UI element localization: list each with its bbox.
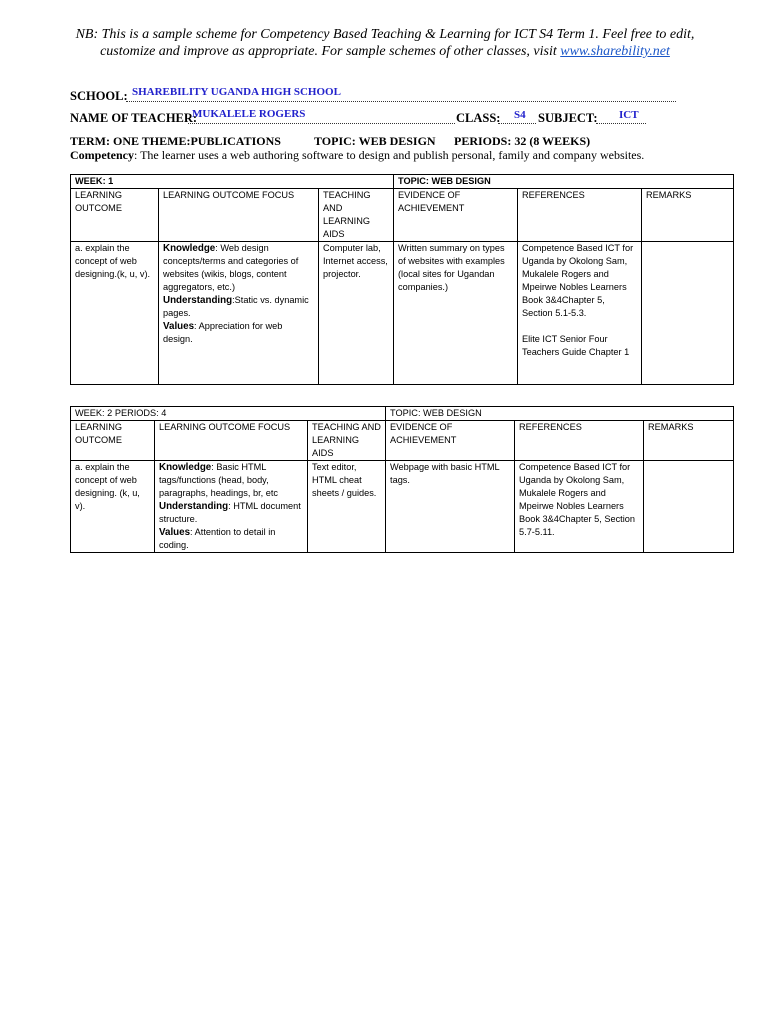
term-theme: TERM: ONE THEME:PUBLICATIONS (70, 134, 281, 148)
teacher-name: MUKALELE ROGERS (192, 108, 306, 120)
subject-value: ICT (619, 109, 639, 121)
header-references: REFERENCES (515, 421, 644, 461)
class-value: S4 (514, 109, 526, 121)
term-topic: TOPIC: WEB DESIGN (314, 134, 436, 148)
week-2-content-row (71, 461, 734, 553)
week-1-title-row (71, 175, 734, 189)
week-1-aids: Computer lab, Internet access, projector. (319, 242, 394, 385)
week-2-title-row (71, 407, 734, 421)
header-learning-outcome: LEARNING OUTCOME (71, 189, 159, 242)
understanding-label: Understanding (159, 501, 229, 512)
week-2-references: Competence Based ICT for Uganda by Okolong Sam, Mukalele Rogers and Mpeirwe Nobles Learners Book 3&4Chapter 5, Section 5.7-5.11. (515, 461, 644, 553)
week-1-table (70, 174, 734, 385)
header-evidence: EVIDENCE OF ACHIEVEMENT (394, 189, 518, 242)
week-1-evidence: Written summary on types of websites with examples (local sites for Ugandan companies.) (394, 242, 518, 385)
school-name: SHAREBILITY UGANDA HIGH SCHOOL (132, 86, 341, 98)
term-periods: PERIODS: 32 (8 WEEKS) (454, 134, 591, 148)
school-label: SCHOOL: (70, 89, 128, 103)
week-2-topic: TOPIC: WEB DESIGN (386, 407, 734, 421)
week-2-table (70, 406, 734, 553)
teacher-line (70, 111, 197, 127)
week-1-focus (159, 242, 319, 385)
week-1-reference-learners-book: Competence Based ICT for Uganda by Okolong Sam, Mukalele Rogers and Mpeirwe Nobles Learners Book 3&4Chapter 5, Section 5.1-5.3. (522, 243, 634, 318)
week-2-remarks (644, 461, 734, 553)
week-2-focus (155, 461, 308, 553)
knowledge-label: Knowledge (159, 462, 212, 473)
header-remarks: REMARKS (644, 421, 734, 461)
school-line (70, 89, 128, 105)
header-evidence: EVIDENCE OF ACHIEVEMENT (386, 421, 515, 461)
class-label: CLASS: (456, 111, 501, 125)
week-2-aids: Text editor, HTML cheat sheets / guides. (308, 461, 386, 553)
understanding-text: :Static vs. dynamic pages. (163, 295, 309, 318)
values-label: Values (159, 527, 191, 538)
week-1-label: WEEK: 1 (71, 175, 394, 189)
week-1-remarks (642, 242, 734, 385)
week-2-outcome: a. explain the concept of web designing. (k, u, v). (71, 461, 155, 553)
header-remarks: REMARKS (642, 189, 734, 242)
sharebility-link[interactable]: www.sharebility.net (560, 44, 670, 59)
knowledge-label: Knowledge (163, 243, 216, 254)
header-outcome-focus: LEARNING OUTCOME FOCUS (159, 189, 319, 242)
week-1-header-row (71, 189, 734, 242)
header-outcome-focus: LEARNING OUTCOME FOCUS (155, 421, 308, 461)
subject-label: SUBJECT: (538, 111, 598, 125)
week-2-label: WEEK: 2 PERIODS: 4 (71, 407, 386, 421)
week-1-reference-teachers-guide: Elite ICT Senior Four Teachers Guide Chapter 1 (522, 334, 630, 357)
understanding-text: : HTML document structure. (159, 501, 301, 524)
header-learning-outcome: LEARNING OUTCOME (71, 421, 155, 461)
header-teaching-aids: TEACHING AND LEARNING AIDS (319, 189, 394, 242)
sample-note (70, 26, 700, 60)
sample-note-text: NB: This is a sample scheme for Competency Based Teaching & Learning for ICT S4 Term 1. Feel free to edit, customize and improve as appropriate. For sample schemes of other classes, visit (75, 27, 695, 59)
understanding-label: Understanding (163, 295, 233, 306)
competency-statement (70, 148, 644, 163)
header-references: REFERENCES (518, 189, 642, 242)
week-2-evidence: Webpage with basic HTML tags. (386, 461, 515, 553)
values-text: : Appreciation for web design. (163, 321, 283, 344)
values-label: Values (163, 321, 195, 332)
competency-label: Competency (70, 148, 134, 162)
values-text: : Attention to detail in coding. (159, 527, 276, 550)
week-2-header-row (71, 421, 734, 461)
week-1-outcome: a. explain the concept of web designing.(k, u, v). (71, 242, 159, 385)
knowledge-text: : Web design concepts/terms and categories of websites (wikis, blogs, content aggregators, etc.) (163, 243, 299, 292)
knowledge-text: : Basic HTML tags/functions (head, body, paragraphs, headings, br, etc (159, 462, 279, 498)
week-1-topic: TOPIC: WEB DESIGN (394, 175, 734, 189)
teacher-label: NAME OF TEACHER: (70, 111, 198, 125)
week-1-references (518, 242, 642, 385)
header-teaching-aids: TEACHING AND LEARNING AIDS (308, 421, 386, 461)
week-1-content-row (71, 242, 734, 385)
competency-text: : The learner uses a web authoring software to design and publish personal, family and company websites. (133, 148, 645, 162)
